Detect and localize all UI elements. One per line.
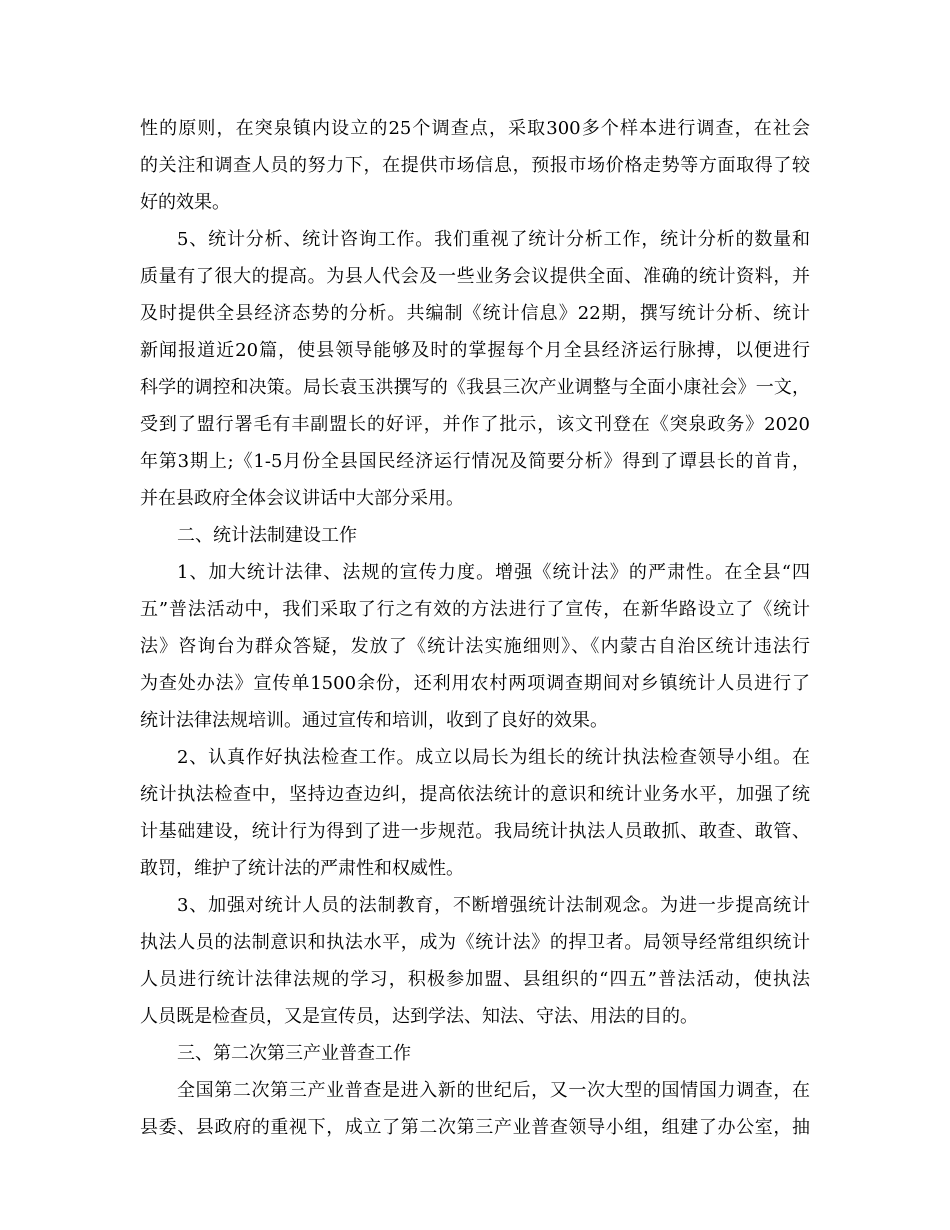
paragraph-line: 好的效果。 [140, 192, 230, 213]
paragraph-line: 2、认真作好执法检查工作。成立以局长为组长的统计执法检查领导小组。在 [177, 747, 810, 768]
paragraph-line: 的关注和调查人员的努力下，在提供市场信息，预报市场价格走势等方面取得了较 [140, 155, 810, 176]
paragraph-line: 1、加大统计法律、法规的宣传力度。增强《统计法》的严肃性。在全县“四 [177, 562, 810, 583]
document-body [140, 110, 810, 1146]
paragraph-line: 统计执法检查中，坚持边查边纠，提高依法统计的意识和统计业务水平，加强了统 [140, 784, 810, 805]
paragraph-line: 全国第二次第三产业普查是进入新的世纪后，又一次大型的国情国力调查，在 [177, 1080, 810, 1101]
paragraph-line: 受到了盟行署毛有丰副盟长的好评，并作了批示，该文刊登在《突泉政务》2020 [140, 414, 810, 435]
paragraph-line: 新闻报道近20篇，使县领导能够及时的掌握每个月全县经济运行脉搏，以便进行 [140, 340, 810, 361]
paragraph-line: 敢罚，维护了统计法的严肃性和权威性。 [140, 858, 464, 879]
paragraph-line: 性的原则，在突泉镇内设立的25个调查点，采取300多个样本进行调查，在社会 [140, 118, 810, 139]
paragraph-line: 5、统计分析、统计咨询工作。我们重视了统计分析工作，统计分析的数量和 [177, 229, 810, 250]
paragraph-line: 3、加强对统计人员的法制教育，不断增强统计法制观念。为进一步提高统计 [177, 895, 810, 916]
paragraph-line: 统计法律法规培训。通过宣传和培训，收到了良好的效果。 [140, 710, 608, 731]
paragraph-line: 科学的调控和决策。局长袁玉洪撰写的《我县三次产业调整与全面小康社会》一文， [140, 377, 810, 398]
paragraph-line: 为查处办法》宣传单1500余份，还利用农村两项调查期间对乡镇统计人员进行了 [140, 673, 810, 694]
paragraph-line: 计基础建设，统计行为得到了进一步规范。我局统计执法人员敢抓、敢查、敢管、 [140, 821, 810, 842]
paragraph-line: 五”普法活动中，我们采取了行之有效的方法进行了宣传，在新华路设立了《统计 [140, 599, 810, 620]
paragraph-line: 年第3期上;《1-5月份全县国民经济运行情况及简要分析》得到了谭县长的首肯， [140, 451, 810, 472]
paragraph-line: 法》咨询台为群众答疑，发放了《统计法实施细则》、《内蒙古自治区统计违法行 [140, 636, 810, 657]
paragraph-line: 并在县政府全体会议讲话中大部分采用。 [140, 488, 464, 509]
paragraph-line: 人员进行统计法律法规的学习，积极参加盟、县组织的“四五”普法活动，使执法 [140, 969, 810, 990]
paragraph-line: 人员既是检查员，又是宣传员，达到学法、知法、守法、用法的目的。 [140, 1006, 698, 1027]
section-heading: 三、第二次第三产业普查工作 [177, 1043, 411, 1064]
paragraph-line: 执法人员的法制意识和执法水平，成为《统计法》的捍卫者。局领导经常组织统计 [140, 932, 810, 953]
paragraph-line: 及时提供全县经济态势的分析。共编制《统计信息》22期，撰写统计分析、统计 [140, 303, 810, 324]
section-heading: 二、统计法制建设工作 [177, 525, 357, 546]
paragraph-line: 县委、县政府的重视下，成立了第二次第三产业普查领导小组，组建了办公室，抽 [140, 1117, 810, 1138]
paragraph-line: 质量有了很大的提高。为县人代会及一些业务会议提供全面、准确的统计资料，并 [140, 266, 810, 287]
